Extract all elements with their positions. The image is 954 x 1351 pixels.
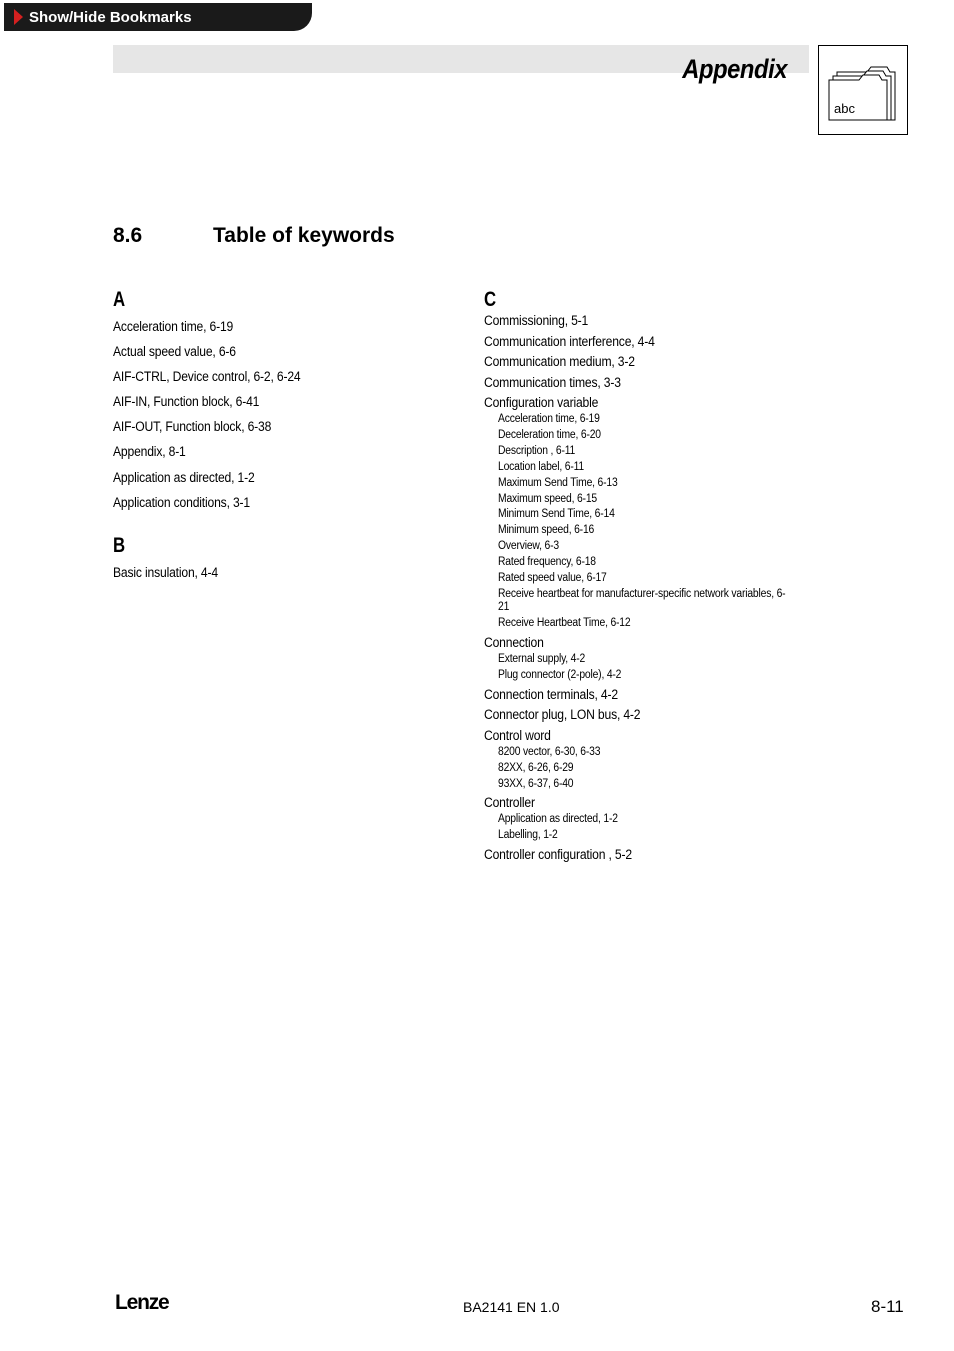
keyword-entry xyxy=(484,395,814,412)
keyword-entry xyxy=(113,394,433,419)
keyword-entry xyxy=(113,470,433,495)
keyword-entry xyxy=(484,334,814,355)
keyword-text: Communication interference, 4-4 xyxy=(484,333,655,349)
keyword-subtext: Location label, 6-11 xyxy=(498,460,584,473)
keyword-subentry xyxy=(484,745,814,761)
keyword-text: Connector plug, LON bus, 4-2 xyxy=(484,707,641,723)
keyword-entry xyxy=(484,795,814,812)
keyword-text: Configuration variable xyxy=(484,395,599,410)
keyword-text: AIF-CTRL, Device control, 6-2, 6-24 xyxy=(113,369,301,385)
keyword-subtext: Acceleration time, 6-19 xyxy=(498,413,600,425)
keyword-subentry xyxy=(484,428,814,444)
keyword-subtext: Plug connector (2-pole), 4-2 xyxy=(498,668,622,681)
page-number: 8-11 xyxy=(871,1297,904,1316)
keyword-column-left xyxy=(113,287,433,590)
keyword-entry xyxy=(484,707,814,728)
index-letter: B xyxy=(113,533,126,557)
keyword-subentry xyxy=(484,444,814,460)
lenze-logo-text: Lenze xyxy=(115,1291,169,1314)
keyword-entry xyxy=(484,687,814,708)
keyword-subtext: External supply, 4-2 xyxy=(498,652,586,665)
keyword-subentry xyxy=(484,761,814,777)
keyword-subtext: Overview, 6-3 xyxy=(498,540,559,553)
section-number: 8.6 xyxy=(113,224,143,247)
keyword-text: Commissioning, 5-1 xyxy=(484,313,589,328)
keyword-subentry xyxy=(484,412,814,428)
keyword-subtext: Application as directed, 1-2 xyxy=(498,813,618,826)
keyword-entry xyxy=(113,495,433,520)
keyword-subtext: Minimum Send Time, 6-14 xyxy=(498,508,615,521)
keyword-subentry xyxy=(484,476,814,492)
keyword-text: Connection terminals, 4-2 xyxy=(484,686,618,702)
keyword-subentry xyxy=(484,460,814,476)
keyword-subtext: 82XX, 6-26, 6-29 xyxy=(498,761,574,774)
keyword-subtext: Minimum speed, 6-16 xyxy=(498,524,595,537)
keyword-subtext: Maximum Send Time, 6-13 xyxy=(498,476,618,489)
keyword-subtext: 93XX, 6-37, 6-40 xyxy=(498,777,574,790)
keyword-subtext: Receive Heartbeat Time, 6-12 xyxy=(498,616,631,629)
keyword-text: Communication times, 3-3 xyxy=(484,374,621,390)
keyword-subtext: 8200 vector, 6-30, 6-33 xyxy=(498,745,601,758)
keyword-entry xyxy=(484,354,814,375)
keyword-entry xyxy=(113,444,433,469)
keyword-subentry xyxy=(484,492,814,508)
keyword-entry xyxy=(484,313,814,334)
keyword-entry xyxy=(113,319,433,344)
index-letter: A xyxy=(113,288,126,311)
keyword-entry xyxy=(484,847,814,868)
keyword-subentry xyxy=(484,587,818,616)
keyword-subtext: Labelling, 1-2 xyxy=(498,829,558,842)
keyword-subtext: Deceleration time, 6-20 xyxy=(498,428,601,441)
keyword-subentry xyxy=(484,668,814,684)
page-header-title: Appendix xyxy=(682,54,787,84)
keyword-subtext: Maximum speed, 6-15 xyxy=(498,492,597,505)
keyword-text: Control word xyxy=(484,727,551,743)
index-letter: C xyxy=(484,288,497,311)
keyword-entry xyxy=(484,635,814,652)
keyword-subentry xyxy=(484,652,814,668)
keyword-entry xyxy=(113,565,433,590)
keyword-subtext: Rated speed value, 6-17 xyxy=(498,572,607,585)
document-id: BA2141 EN 1.0 xyxy=(463,1299,560,1315)
keyword-entry xyxy=(113,344,433,369)
keyword-subentry xyxy=(484,812,814,828)
keyword-text: Controller xyxy=(484,795,535,811)
keyword-entry xyxy=(484,375,814,396)
keyword-text: Appendix, 8-1 xyxy=(113,444,186,460)
keyword-text: Actual speed value, 6-6 xyxy=(113,344,236,360)
chapter-tab-box xyxy=(818,45,908,135)
keyword-subentry xyxy=(484,571,814,587)
keyword-column-right xyxy=(484,287,814,868)
bookmarks-label: Show/Hide Bookmarks xyxy=(29,8,192,26)
keyword-text: Acceleration time, 6-19 xyxy=(113,319,234,334)
keyword-text: Controller configuration , 5-2 xyxy=(484,847,632,863)
keyword-entry xyxy=(484,728,814,745)
keyword-subentry xyxy=(484,523,814,539)
keyword-text: Application conditions, 3-1 xyxy=(113,494,250,510)
keyword-text: Communication medium, 3-2 xyxy=(484,354,635,369)
keyword-text: Connection xyxy=(484,634,544,650)
keyword-subentry xyxy=(484,539,814,555)
keyword-text: AIF-OUT, Function block, 6-38 xyxy=(113,419,272,435)
keyword-subentry xyxy=(484,507,814,523)
section-title: Table of keywords xyxy=(213,224,395,247)
keyword-entry xyxy=(113,369,433,394)
chapter-tab-label: abc xyxy=(834,101,855,116)
keyword-entry xyxy=(113,419,433,444)
keyword-subtext: Rated frequency, 6-18 xyxy=(498,556,596,569)
keyword-subentry xyxy=(484,555,814,571)
keyword-text: AIF-IN, Function block, 6-41 xyxy=(113,394,260,410)
keyword-subentry xyxy=(484,828,814,844)
show-hide-bookmarks-button[interactable] xyxy=(4,3,312,31)
keyword-subtext: Description , 6-11 xyxy=(498,444,576,457)
lenze-logo xyxy=(115,1290,181,1319)
triangle-right-icon xyxy=(14,9,23,25)
keyword-subentry xyxy=(484,777,814,793)
keyword-text: Application as directed, 1-2 xyxy=(113,469,255,485)
keyword-subentry xyxy=(484,616,814,632)
keyword-subtext: Receive heartbeat for manufacturer-specific network variables, 6-21 xyxy=(498,587,786,613)
keyword-text: Basic insulation, 4-4 xyxy=(113,564,218,580)
